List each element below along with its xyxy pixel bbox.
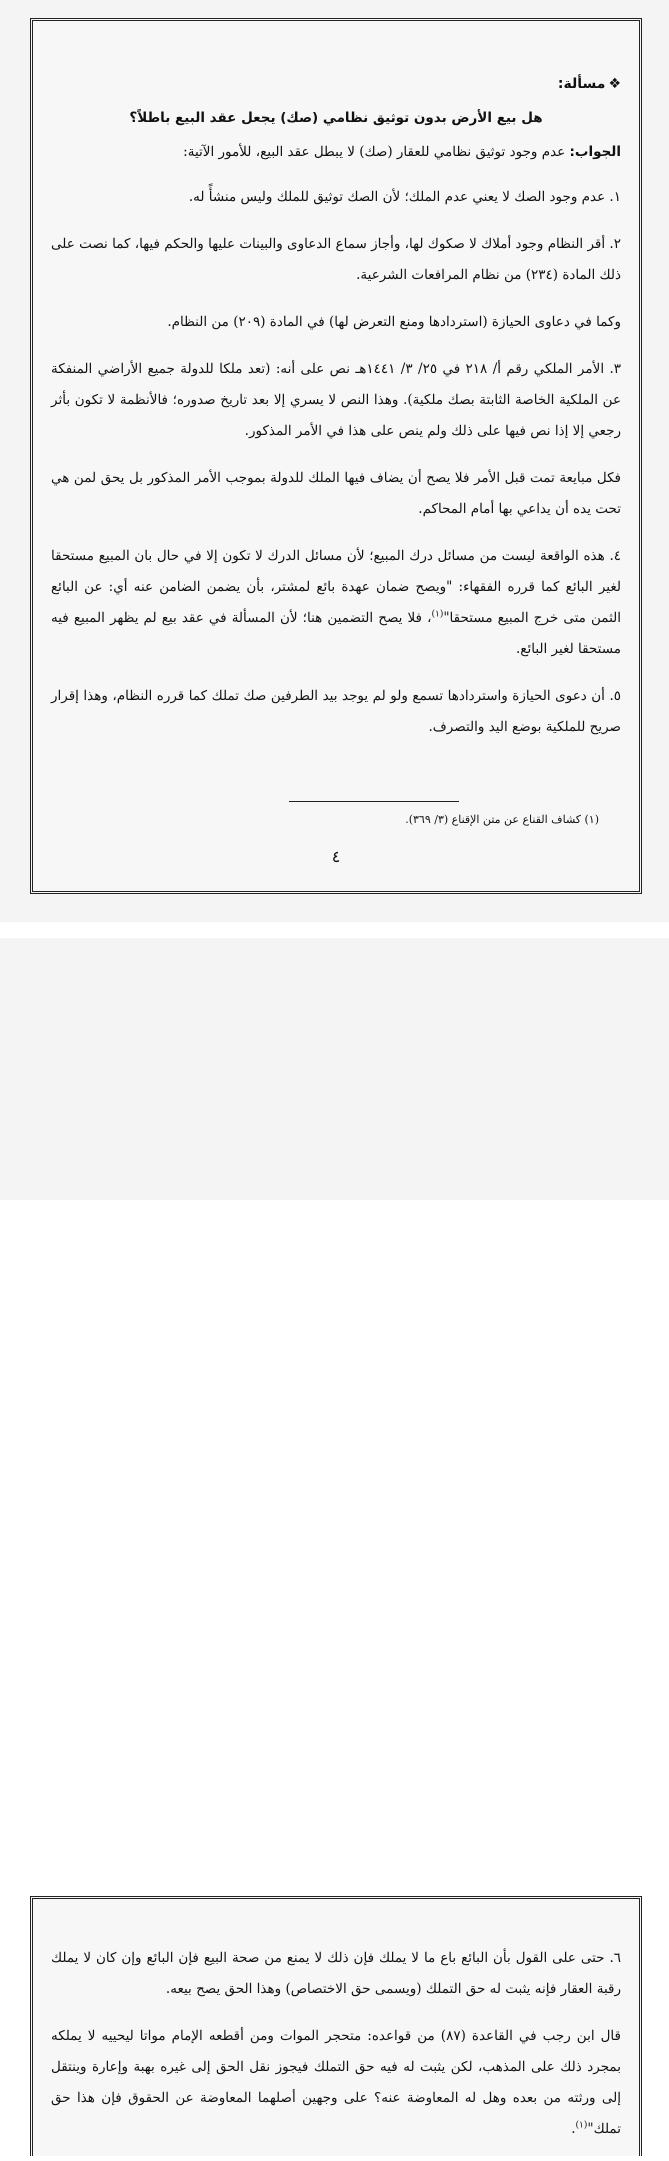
answer-line	[51, 137, 621, 168]
page-number: ٤	[331, 847, 341, 866]
footnote-reference: (١)	[431, 609, 444, 620]
footnote: (١) كشاف القناع عن متن الإقناع (٣/ ٣٦٩).	[405, 813, 599, 826]
section-heading: ❖مسألة:	[557, 76, 621, 92]
paragraph-2-cont: وكما في دعاوى الحيازة (استردادها ومنع التعرض لها) في المادة (٢٠٩) من النظام.	[167, 314, 621, 330]
question-line: هل بيع الأرض بدون توثيق نظامي (صك) يجعل عقد البيع باطلاً؟	[129, 110, 543, 126]
paragraph-4: ٤. هذه الواقعة ليست من مسائل درك المبيع؛ لأن مسائل الدرك لا تكون إلا في حال بان المبيع مستحقا لغير البائع كما قرره الفقهاء: "ويصح ضمان عهدة بائع لمشتر، بأن يضمن الضامن عنه أي: عن البائع الثمن متى خرج المبيع مستحقا"$^{(١)}$، فلا يصح التضمين هنا؛ لأن المسألة في عقد بيع لم يظهر المبيع فيه مستحقا لغير البائع.	[51, 548, 622, 657]
paragraph-3-cont: فكل مبايعة تمت قبل الأمر فلا يصح أن يضاف فيها الملك للدولة بموجب الأمر المذكور بل يحق لمن هي تحت يده أن يداعي بها أمام المحاكم.	[51, 470, 621, 517]
page-sheet-2	[0, 938, 669, 2137]
page-border-2	[30, 1896, 642, 2156]
paragraph-2: ٢. أقر النظام وجود أملاك لا صكوك لها، وأجاز سماع الدعاوى والبينات عليها والحكم فيها، كما نصت على ذلك المادة (٢٣٤) من نظام المرافعات الشرعية.	[51, 236, 621, 283]
footnote-reference: (١)	[575, 2120, 588, 2131]
paragraph-1: ١. عدم وجود الصك لا يعني عدم الملك؛ لأن الصك توثيق للملك وليس منشأً له.	[188, 189, 621, 205]
paragraph-6: ٦. حتى على القول بأن البائع باع ما لا يملك فإن ذلك لا يمنع من صحة البيع فإن البائع وإن كان لا يملك رقبة العقار فإنه يثبت له حق التملك (ويسمى حق الاختصاص) وهذا الحق يصح بيعه.	[51, 1950, 621, 1997]
answer-label: الجواب:	[569, 144, 621, 160]
paragraph-3: ٣. الأمر الملكي رقم أ/ ٢١٨ في ٢٥/ ٣/ ١٤٤١هـ نص على أنه: (تعد ملكا للدولة جميع الأراضي المنفكة عن الملكية الخاصة الثابتة بصك ملكية). وهذا النص لا يسري إلا بعد تاريخ صدوره؛ فالأنظمة لا تكون بأثر رجعي إلا إذا نص فيها على ذلك ولم ينص على هذا في الأمر المذكور.	[51, 361, 622, 439]
quote-paragraph: قال ابن رجب في القاعدة (٨٧) من قواعده: متحجر الموات ومن أقطعه الإمام مواتا ليحييه لا يملكه بمجرد ذلك على المذهب، لكن يثبت له فيه حق التملك فيجوز نقل الحق إلى غيره بهبة وإعارة وينتقل إلى ورثته من بعده وهل له المعاوضة عنه؟ على وجهين أصلهما المعاوضة عن الحقوق فإن هذا حق تملك"$^{(١)}$.	[51, 2028, 621, 2137]
page-border-1	[30, 18, 642, 894]
footnote-divider	[289, 801, 459, 802]
page-body-2	[51, 1943, 621, 2161]
page-sheet-1	[0, 0, 669, 922]
paragraph-5: ٥. أن دعوى الحيازة واستردادها تسمع ولو لم يوجد بيد الطرفين صك تملك كما قرره النظام، وهذا إقرار صريح للملكية بوضع اليد والتصرف.	[51, 688, 621, 735]
page-body-1	[51, 69, 621, 759]
answer-intro: عدم وجود توثيق نظامي للعقار (صك) لا يبطل عقد البيع، للأمور الآتية:	[183, 144, 570, 160]
diamond-bullet-icon: ❖	[608, 76, 621, 92]
page-gap	[0, 922, 669, 938]
